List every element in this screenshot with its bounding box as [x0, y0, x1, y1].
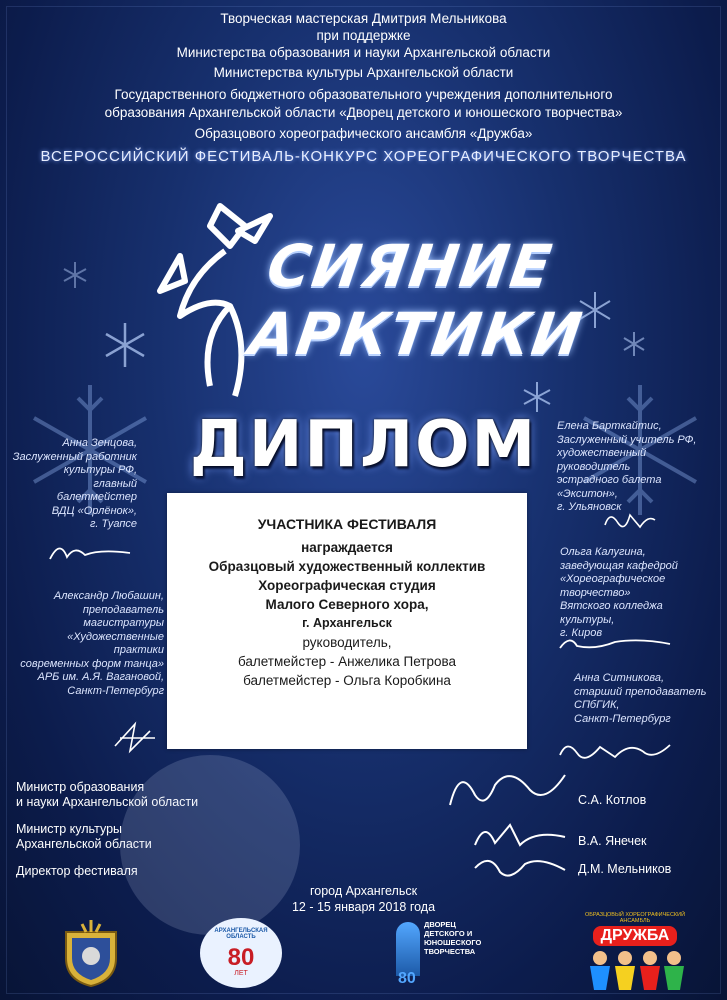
venue-city: город Архангельск [309, 884, 418, 898]
jury-line: Санкт-Петербург [67, 684, 164, 697]
jury-line: Заслуженный работник [12, 450, 137, 463]
jury-line: эстрадного балета «Экситон», [557, 474, 662, 500]
official-name: С.А. Котлов [578, 793, 647, 807]
organizer-line: Министерства культуры Архангельской области [213, 65, 514, 80]
signature-kalugina [555, 630, 675, 656]
jury-line: современных форм танца» [20, 657, 164, 670]
snowflake-icon [100, 320, 150, 370]
jury-member-left [14, 590, 164, 698]
jury-member-right [574, 672, 714, 726]
jury-member-left [12, 437, 137, 532]
official-title-line: Директор фестиваля [16, 864, 138, 878]
palace-logo [396, 918, 486, 988]
coat-of-arms-icon [62, 918, 120, 988]
signature-lyubashin [110, 716, 160, 756]
organizer-line: Творческая мастерская Дмитрия Мельникова [220, 11, 507, 26]
organizer-line: Государственного бюджетного образовательного учреждения дополнительного [114, 87, 613, 102]
signature-kotlov [440, 755, 570, 815]
druzhba-top: ОБРАЗЦОВЫЙ ХОРЕОГРАФИЧЕСКИЙ АНСАМБЛЬ [584, 912, 686, 924]
palace-logo-graphic [396, 922, 420, 976]
signature-sitnikova [555, 735, 675, 769]
jury-line: преподаватель магистратуры [82, 603, 164, 629]
award-choreographer: балетмейстер - Ольга Коробкина [243, 673, 451, 688]
award-studio: Хореографическая студия [258, 578, 436, 593]
jury-line: Александр Любашин, [53, 590, 164, 602]
jury-line: г. Ульяновск [557, 501, 622, 513]
festival-title: ВСЕРОССИЙСКИЙ ФЕСТИВАЛЬ-КОНКУРС ХОРЕОГРАФИЧЕСКОГО ТВОРЧЕСТВА [40, 148, 687, 165]
jury-line: «Хореографическое творчество» [560, 573, 666, 599]
jury-line: «Художественные практики [67, 630, 164, 656]
jury-line: главный балетмейстер [56, 477, 137, 503]
region-80-label: АРХАНГЕЛЬСКАЯ ОБЛАСТЬ [214, 928, 268, 940]
award-category: УЧАСТНИКА ФЕСТИВАЛЯ [257, 516, 437, 532]
jury-line: Анна Ситникова, [574, 672, 664, 684]
award-choir: Малого Северного хора, [265, 597, 429, 612]
dancing-children-icon [580, 948, 690, 992]
venue-dates: 12 - 15 января 2018 года [291, 900, 436, 914]
signature-melnikov [470, 850, 570, 886]
award-awarded: награждается [301, 540, 393, 555]
jury-line: культуры РФ, [63, 464, 137, 476]
druzhba-title: ДРУЖБА [593, 926, 678, 946]
organizer-line: образования Архангельской области «Дворец детского и юношеского творчества» [104, 105, 623, 120]
palace-number: 80 [398, 970, 416, 987]
official-title-line: Министр культуры [16, 822, 123, 836]
palace-line: ДВОРЕЦ [424, 920, 456, 929]
award-city: г. Архангельск [302, 616, 392, 630]
diploma-title: ДИПЛОМ [189, 408, 538, 482]
jury-line: Вятского колледжа культуры, [560, 600, 663, 626]
organizer-line: Министерства образования и науки Архангельской области [176, 45, 551, 60]
jury-line: заведующая кафедрой [560, 559, 678, 572]
award-card [167, 493, 527, 749]
jury-member-right [557, 420, 717, 515]
jury-line: Заслуженный учитель РФ, [557, 433, 697, 446]
druzhba-logo [570, 912, 700, 992]
jury-member-right [560, 546, 720, 641]
region-80-number: 80 [227, 944, 255, 971]
signature-yanechek [470, 815, 570, 855]
jury-line: Елена Барткайтис, [557, 420, 662, 432]
official-title [16, 864, 138, 879]
palace-line: ТВОРЧЕСТВА [424, 947, 476, 956]
snowflake-icon [575, 290, 615, 330]
official-title-line: Архангельской области [16, 837, 152, 851]
official-name: В.А. Янечек [578, 834, 647, 848]
signature-bartkaitis [600, 505, 660, 535]
jury-line: Санкт-Петербург [574, 712, 671, 725]
jury-line: СПбГИК, [574, 699, 620, 711]
jury-line: старший преподаватель [574, 685, 707, 698]
jury-line: художественный руководитель [557, 447, 647, 473]
award-collective: Образцовый художественный коллектив [208, 559, 486, 574]
logo-line-2: АРКТИКИ [245, 300, 588, 368]
organizer-line: Образцового хореографического ансамбля «Дружба» [194, 126, 533, 141]
signature-zentsova [45, 537, 135, 567]
jury-line: АРБ им. А.Я. Вагановой, [37, 671, 164, 683]
jury-line: Анна Зенцова, [62, 437, 137, 449]
official-name: Д.М. Мельников [578, 862, 672, 876]
award-leader-role: руководитель, [302, 635, 392, 650]
palace-line: ДЕТСКОГО И [424, 929, 473, 938]
snowflake-icon [60, 260, 90, 290]
jury-line: г. Киров [560, 627, 603, 639]
jury-line: ВДЦ «Орлёнок», [51, 504, 137, 517]
award-leader: балетмейстер - Анжелика Петрова [237, 654, 457, 669]
jury-line: г. Туапсе [89, 518, 137, 530]
snowflake-icon [620, 330, 648, 358]
palace-line: ЮНОШЕСКОГО [424, 938, 482, 947]
jury-line: Ольга Калугина, [560, 546, 646, 558]
region-80-sub: ЛЕТ [234, 970, 248, 977]
official-title-line: и науки Архангельской области [16, 795, 199, 809]
logo-line-1: СИЯНИЕ [263, 232, 558, 300]
official-title-line: Министр образования [16, 780, 145, 794]
organizer-line: при поддержке [316, 28, 411, 43]
region-80-logo [200, 918, 282, 988]
